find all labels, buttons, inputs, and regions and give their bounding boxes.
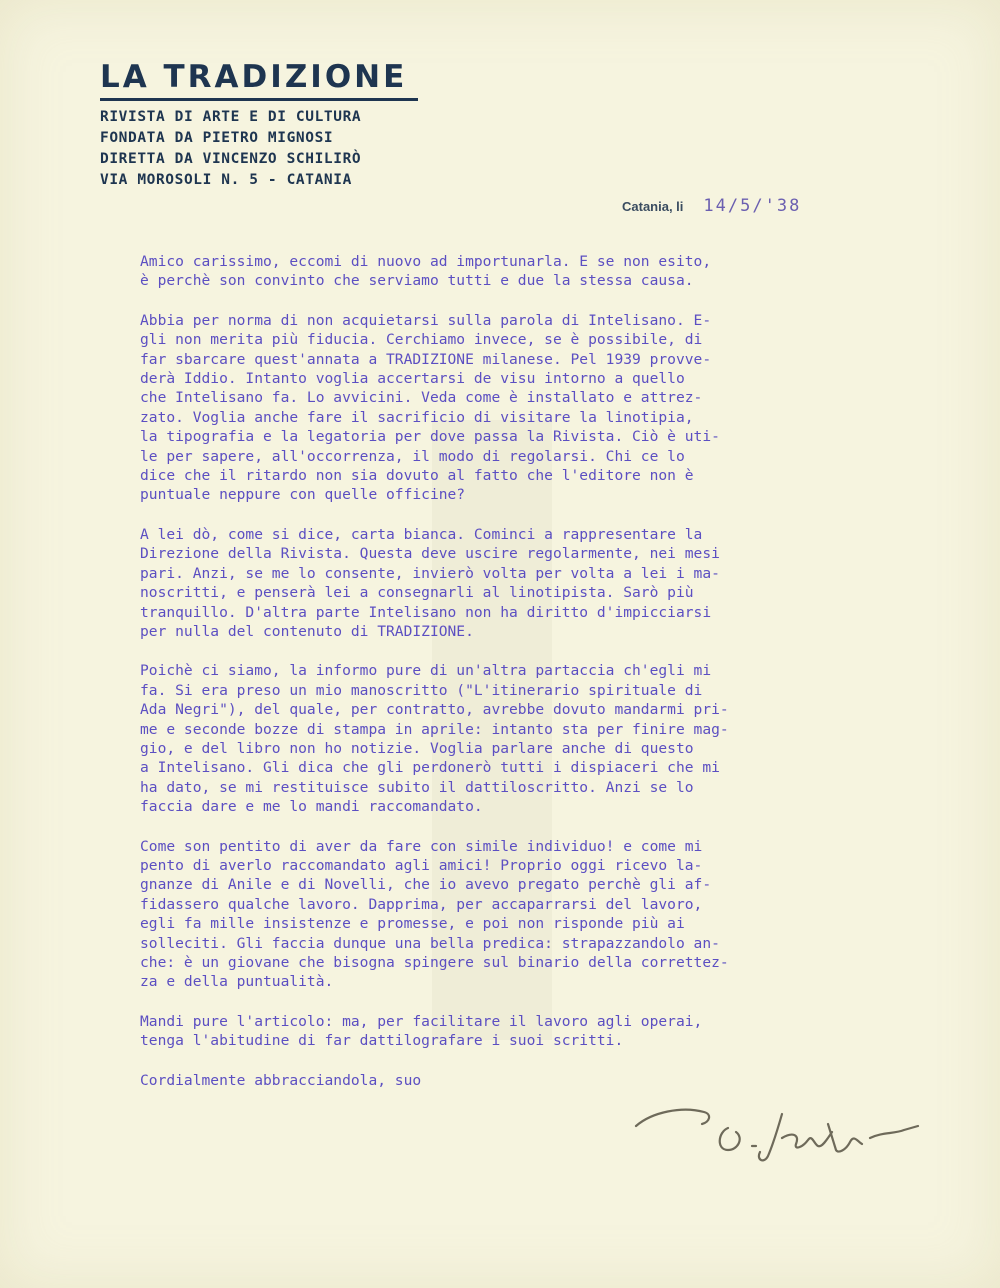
letter-line: le per sapere, all'occorrenza, il modo di regolarsi. Chi ce lo (140, 447, 685, 465)
magazine-title: LA TRADIZIONE (100, 59, 408, 95)
letter-line: pento di averlo raccomandato agli amici! Proprio oggi ricevo la- (140, 856, 703, 874)
letter-line: è perchè son convinto che serviamo tutti e due la stessa causa. (140, 272, 694, 290)
letter-line: Direzione della Rivista. Questa deve uscire regolarmente, nei mesi (140, 545, 720, 563)
letter-paragraph (140, 661, 920, 816)
date-label: Catania, li (622, 199, 684, 214)
letter-line: A lei dò, come si dice, carta bianca. Cominci a rappresentare la (140, 525, 703, 543)
letter-line: dice che il ritardo non sia dovuto al fatto che l'editore non è (140, 467, 694, 485)
letter-line: Come son pentito di aver da fare con simile individuo! e come mi (140, 837, 703, 855)
letter-line: per nulla del contenuto di TRADIZIONE. (140, 622, 474, 640)
letterhead-rule (100, 98, 418, 101)
letter-paragraph (140, 525, 920, 641)
letter-line: Mandi pure l'articolo: ma, per facilitare il lavoro agli operai, (140, 1012, 703, 1030)
letter-body (140, 252, 920, 1090)
letter-line: tenga l'abitudine di far dattilografare i suoi scritti. (140, 1032, 624, 1050)
letterhead-director: DIRETTA DA VINCENZO SCHILIRÒ (100, 151, 362, 167)
letter-line: Ada Negri"), del quale, per contratto, avrebbe dovuto mandarmi pri- (140, 701, 729, 719)
letter-paragraph (140, 1012, 920, 1051)
letterhead-address: VIA MOROSOLI N. 5 - CATANIA (100, 172, 352, 188)
letter-line: ha dato, se mi restituisce subito il dattiloscritto. Anzi se lo (140, 778, 694, 796)
date-value: 14/5/'38 (703, 196, 802, 216)
letterhead (100, 58, 420, 191)
letterhead-subtitle: RIVISTA DI ARTE E DI CULTURA (100, 109, 362, 125)
letter-line: Poichè ci siamo, la informo pure di un'altra partaccia ch'egli mi (140, 662, 712, 680)
letter-line: gli non merita più fiducia. Cerchiamo invece, se è possibile, di (140, 331, 703, 349)
letter-line: noscritti, e penserà lei a consegnarli al linotipista. Sarò più (140, 584, 694, 602)
dateline (622, 196, 801, 216)
letter-line: pari. Anzi, se me lo consente, invierò volta per volta a lei i ma- (140, 564, 720, 582)
letter-line: gnanze di Anile e di Novelli, che io avevo pregato perchè gli af- (140, 876, 712, 894)
letter-line: tranquillo. D'altra parte Intelisano non ha diritto d'impicciarsi (140, 603, 712, 621)
letter-line: zato. Voglia anche fare il sacrificio di visitare la linotipia, (140, 408, 694, 426)
letter-line: derà Iddio. Intanto voglia accertarsi de visu intorno a quello (140, 370, 685, 388)
letter-line: fa. Si era preso un mio manoscritto ("L'itinerario spirituale di (140, 681, 703, 699)
letter-line: solleciti. Gli faccia dunque una bella predica: strapazzandolo an- (140, 934, 720, 952)
letter-line: faccia dare e me lo mandi raccomandato. (140, 798, 483, 816)
letter-line: far sbarcare quest'annata a TRADIZIONE milanese. Pel 1939 provve- (140, 350, 712, 368)
letter-paragraph (140, 837, 920, 992)
letter-line: che: è un giovane che bisogna spingere sul binario della correttez- (140, 954, 729, 971)
letter-paragraph (140, 311, 920, 505)
letter-line: la tipografia e la legatoria per dove passa la Rivista. Ciò è uti- (140, 428, 720, 446)
letter-line: puntuale neppure con quelle officine? (140, 486, 466, 504)
letter-line: che Intelisano fa. Lo avvicini. Veda come è installato e attrez- (140, 389, 703, 407)
letter-line: gio, e del libro non ho notizie. Voglia parlare anche di questo (140, 739, 694, 757)
signature-icon (632, 1098, 932, 1168)
letter-paragraph (140, 252, 920, 291)
letter-line: egli fa mille insistenze e promesse, e poi non risponde più ai (140, 915, 685, 933)
letter-line: Abbia per norma di non acquietarsi sulla parola di Intelisano. E- (140, 311, 712, 329)
letter-line: za e della puntualità. (140, 973, 334, 991)
letter-line: a Intelisano. Gli dica che gli perdonerò tutti i dispiaceri che mi (140, 759, 720, 777)
letterhead-founder: FONDATA DA PIETRO MIGNOSI (100, 130, 334, 146)
letter-line: Amico carissimo, eccomi di nuovo ad importunarla. E se non esito, (140, 253, 712, 270)
letter-closing: Cordialmente abbracciandola, suo (140, 1071, 422, 1089)
letter-line: me e seconde bozze di stampa in aprile: intanto sta per finire mag- (140, 720, 729, 738)
letter-line: fidassero qualche lavoro. Dapprima, per accaparrarsi del lavoro, (140, 895, 703, 913)
